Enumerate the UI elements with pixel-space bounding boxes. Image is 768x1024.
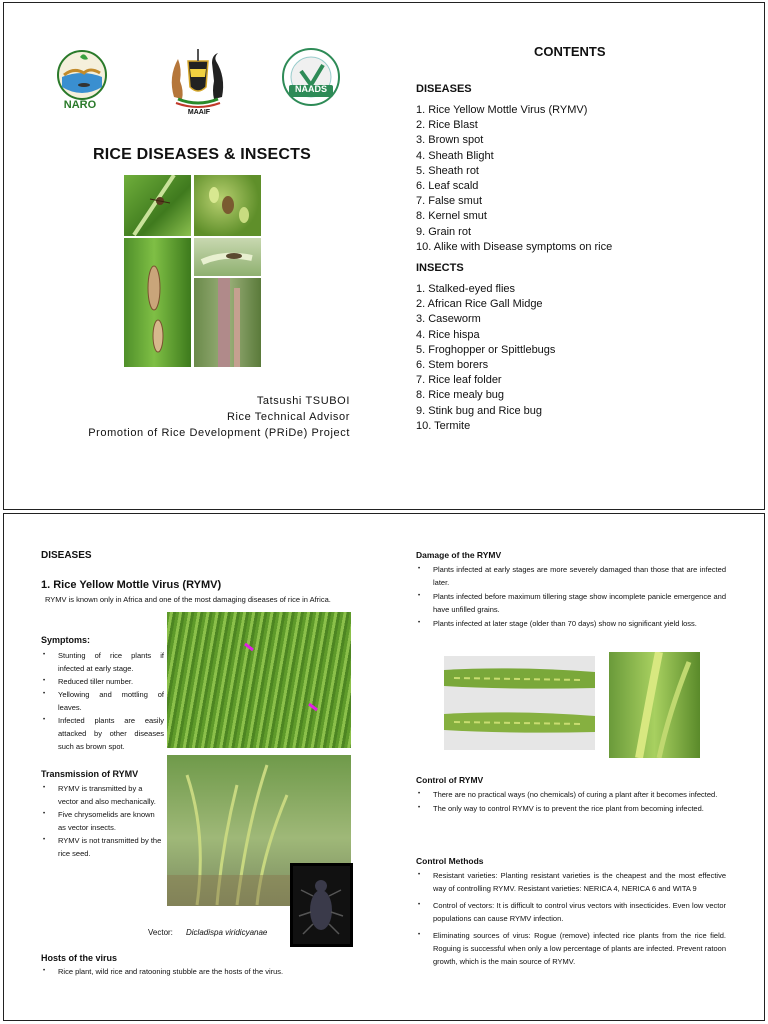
list-item: 3. Caseworm bbox=[416, 313, 481, 326]
diseases-heading: DISEASES bbox=[416, 83, 472, 95]
list-item: 7. False smut bbox=[416, 195, 483, 208]
list-item: 2. Rice Blast bbox=[416, 119, 478, 132]
list-item: 1. Stalked-eyed flies bbox=[416, 283, 516, 295]
damage-heading: Damage of the RYMV bbox=[416, 550, 502, 560]
control-methods-list bbox=[416, 869, 726, 972]
list-item: • Plants infected at early stages are more severely damaged than those that are infected later. bbox=[416, 563, 726, 589]
stalk-eyed-fly-photo bbox=[124, 175, 191, 236]
sheath-rot-photo bbox=[194, 278, 261, 367]
naads-caption: NAADS bbox=[294, 84, 327, 94]
caseworm-larva-photo bbox=[194, 238, 261, 276]
transmission-list bbox=[41, 782, 164, 860]
mottled-leaves-photo bbox=[444, 656, 595, 750]
damage-list bbox=[416, 563, 726, 631]
maaif-caption: MAAIF bbox=[187, 109, 211, 116]
document-title: RICE DISEASES & INSECTS bbox=[93, 146, 311, 163]
blast-lesion-leaf-photo bbox=[124, 238, 191, 367]
cover-page bbox=[3, 2, 765, 510]
disease-title: 1. Rice Yellow Mottle Virus (RYMV) bbox=[41, 579, 222, 591]
rymv-page bbox=[3, 513, 765, 1021]
list-item: • Eliminating sources of virus: Rogue (remove) infected rice plants from the rice field. Roguing is successful when only a low percentage of plants are infected. Prevent ratoon growth, which is the main source of RYMV. bbox=[416, 929, 726, 968]
contents-heading: CONTENTS bbox=[534, 44, 606, 59]
maaif-coat-of-arms-icon bbox=[164, 47, 228, 117]
naro-logo bbox=[54, 47, 118, 117]
list-item: • RYMV is transmitted by a vector and also mechanically. bbox=[41, 782, 164, 808]
yellow-mottle-plant-photo bbox=[609, 652, 700, 758]
list-item: 8. Kernel smut bbox=[416, 210, 487, 223]
author-name: Tatsushi TSUBOI bbox=[256, 395, 350, 407]
list-item: • Plants infected at later stage (older than 70 days) show no significant yield loss. bbox=[416, 617, 726, 630]
author-role: Rice Technical Advisor bbox=[226, 411, 350, 423]
vector-species: Dicladispa viridicyanae bbox=[186, 928, 268, 937]
list-item: 2. African Rice Gall Midge bbox=[416, 298, 543, 311]
list-item: • Yellowing and mottling of leaves. bbox=[41, 688, 164, 714]
list-item: 4. Sheath Blight bbox=[416, 149, 494, 162]
control-list bbox=[416, 788, 726, 816]
insects-list bbox=[416, 282, 555, 434]
control-heading: Control of RYMV bbox=[416, 775, 484, 785]
control-methods-heading: Control Methods bbox=[416, 856, 484, 866]
insects-heading: INSECTS bbox=[416, 262, 464, 274]
list-item: 6. Leaf scald bbox=[416, 180, 479, 193]
list-item: 5. Sheath rot bbox=[416, 164, 479, 177]
section-heading: DISEASES bbox=[41, 550, 92, 561]
rymv-field-photo bbox=[167, 612, 351, 748]
list-item: • Five chrysomelids are known as vector insects. bbox=[41, 808, 164, 834]
list-item: 4. Rice hispa bbox=[416, 328, 480, 341]
list-item: 7. Rice leaf folder bbox=[416, 374, 502, 387]
transmission-heading: Transmission of RYMV bbox=[41, 769, 139, 779]
list-item: • There are no practical ways (no chemicals) of curing a plant after it becomes infected. bbox=[416, 788, 726, 801]
symptoms-list bbox=[41, 649, 164, 753]
list-item: 5. Froghopper or Spittlebugs bbox=[416, 343, 556, 356]
vector-label: Vector: bbox=[148, 928, 173, 937]
vector-beetle-photo bbox=[290, 863, 353, 947]
symptoms-heading: Symptoms: bbox=[41, 635, 91, 645]
list-item: • Resistant varieties: Planting resistant varieties is the cheapest and the most effective way of controlling RYMV. Resistant varieties: NERICA 4, NERICA 6 and WITA 9 bbox=[416, 869, 726, 895]
list-item: • Infected plants are easily attacked by other diseases such as brown spot. bbox=[41, 714, 164, 753]
naads-logo bbox=[279, 47, 343, 117]
list-item: • The only way to control RYMV is to prevent the rice plant from becoming infected. bbox=[416, 802, 726, 815]
list-item: 8. Rice mealy bug bbox=[416, 389, 505, 402]
naro-caption: NARO bbox=[63, 99, 97, 111]
list-item: 9. Stink bug and Rice bug bbox=[416, 404, 542, 417]
author-project: Promotion of Rice Development (PRiDe) Project bbox=[88, 427, 350, 439]
list-item: 3. Brown spot bbox=[416, 134, 484, 147]
list-item: • Stunting of rice plants if infected at early stage. bbox=[41, 649, 164, 675]
list-item: • Rice plant, wild rice and ratooning stubble are the hosts of the virus. bbox=[41, 965, 346, 978]
list-item: • RYMV is not transmitted by the rice seed. bbox=[41, 834, 164, 860]
hosts-list bbox=[41, 965, 346, 978]
list-item: 6. Stem borers bbox=[416, 359, 489, 372]
list-item: • Control of vectors: It is difficult to control virus vectors with insecticides. Even low vector populations can cause RYMV infection. bbox=[416, 899, 726, 925]
diseases-list bbox=[416, 103, 612, 255]
list-item: 9. Grain rot bbox=[416, 225, 472, 238]
hosts-heading: Hosts of the virus bbox=[41, 953, 118, 963]
list-item: • Plants infected before maximum tillering stage show incomplete panicle emergence and have unfilled grains. bbox=[416, 590, 726, 616]
list-item: 10. Termite bbox=[416, 419, 471, 432]
rice-panicle-photo bbox=[194, 175, 261, 236]
intro-text: RYMV is known only in Africa and one of the most damaging diseases of rice in Africa. bbox=[45, 595, 331, 604]
list-item: • Reduced tiller number. bbox=[41, 675, 164, 688]
list-item: 10. Alike with Disease symptoms on rice bbox=[416, 240, 613, 253]
list-item: 1. Rice Yellow Mottle Virus (RYMV) bbox=[416, 104, 588, 116]
